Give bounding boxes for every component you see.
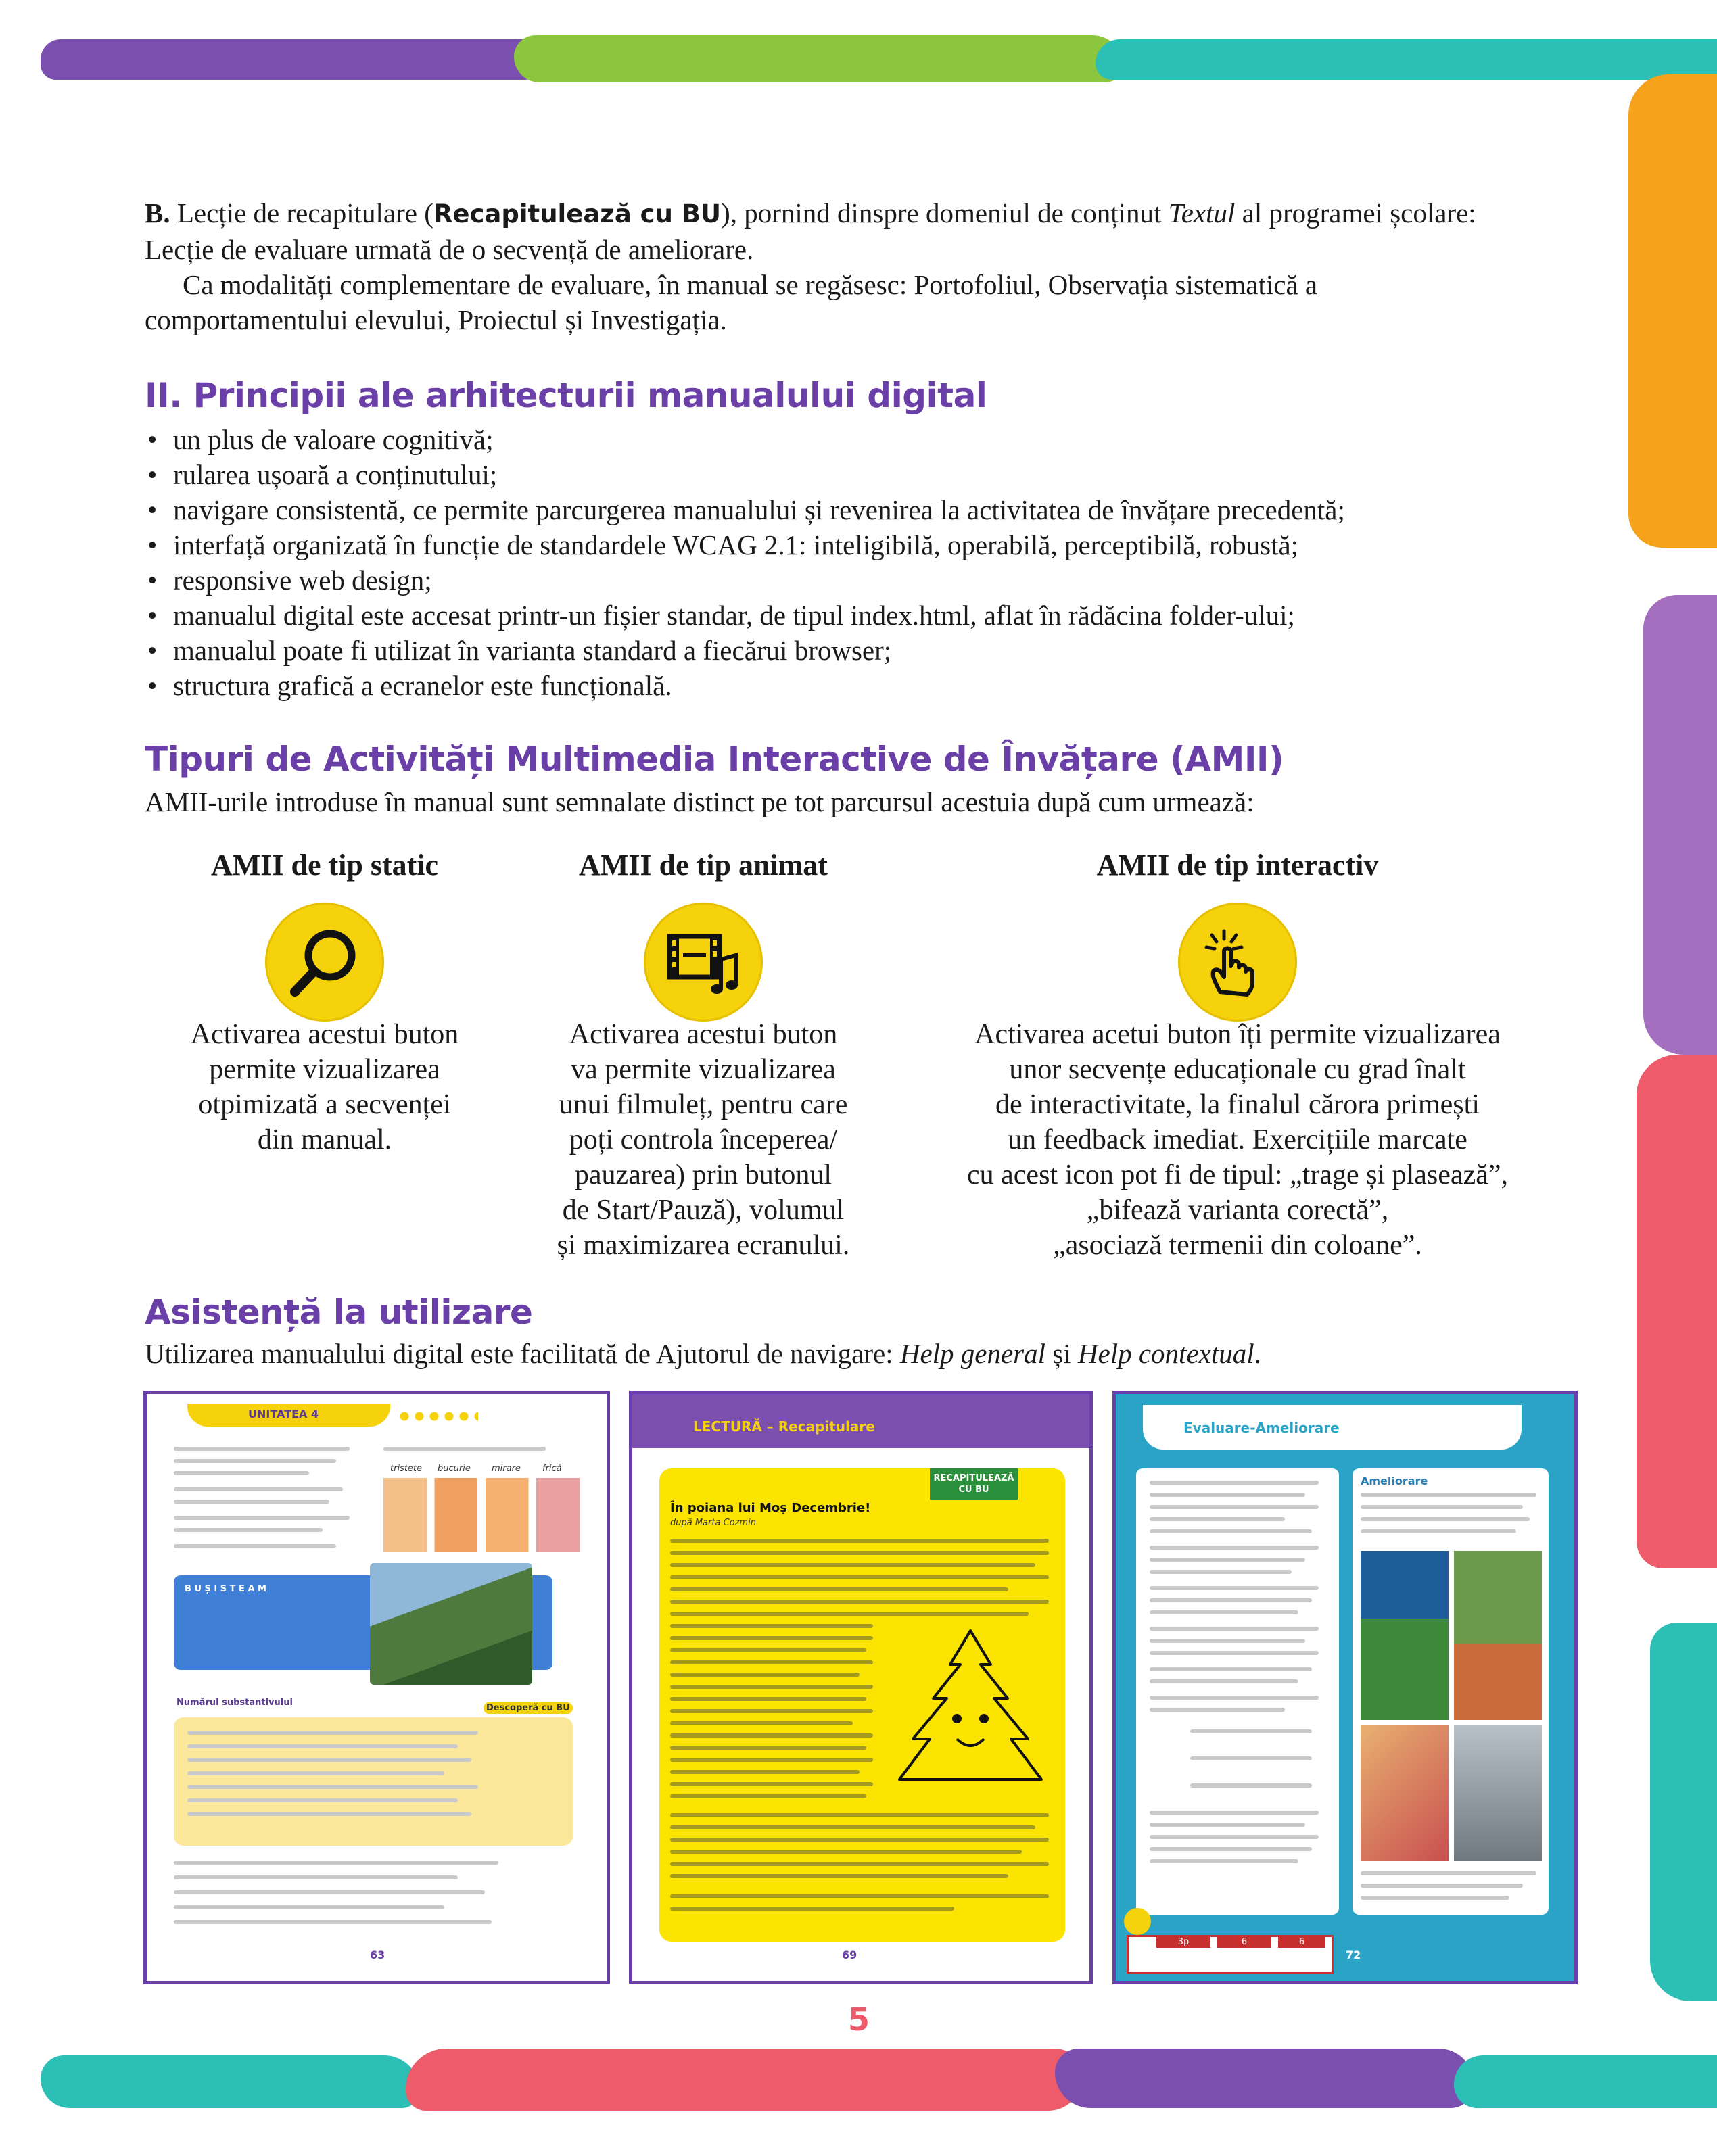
- section-b-line2: Lecție de evaluare urmată de o secvență de ameliorare.: [145, 234, 754, 265]
- desc-line: otpimizată a secvenței: [198, 1089, 451, 1120]
- principle-item: • structura grafică a ecranelor este funcțională.: [145, 668, 1632, 703]
- thumb1-section: Numărul substantivului: [177, 1698, 293, 1708]
- thumb1-caption-4: frică: [542, 1464, 562, 1474]
- principle-item: • rularea ușoară a conținutului;: [145, 457, 1632, 492]
- assistance-text-before: Utilizarea manualului digital este facilitată de Ajutorul de navigare:: [145, 1338, 900, 1369]
- desc-line: de interactivitate, la finalul cărora primești: [995, 1089, 1480, 1120]
- thumb1-steam-title: B U Ș I S T E A M: [185, 1584, 266, 1594]
- thumb1-caption-1: tristețe: [390, 1464, 423, 1474]
- thumb1-yellow-box: [174, 1717, 573, 1846]
- thumb3-photo-children: [1361, 1725, 1449, 1861]
- desc-line: pauzarea) prin butonul: [574, 1159, 832, 1191]
- desc-line: un feedback imediat. Exercițiile marcate: [1008, 1124, 1467, 1155]
- page-number: 5: [847, 2001, 870, 2038]
- amii-animated-desc: [500, 1017, 906, 1263]
- desc-line: „bifează varianta corectă”,: [1086, 1195, 1389, 1226]
- desc-line: va permite vizualizarea: [571, 1054, 836, 1085]
- thumb3-photo-soccer: [1361, 1551, 1449, 1720]
- tap-hand-icon: [1197, 921, 1278, 1003]
- principle-item: • navigare consistentă, ce permite parcurgerea manualului și revenirea la activitatea de învățare precedentă;: [145, 492, 1632, 527]
- desc-line: și maximizarea ecranului.: [557, 1230, 850, 1261]
- principle-item: • responsive web design;: [145, 562, 1632, 598]
- desc-line: Activarea acestui buton: [569, 1019, 838, 1050]
- thumb2-author: după Marta Cozmin: [670, 1518, 756, 1528]
- desc-line: din manual.: [257, 1124, 392, 1155]
- thumb3-photo-sad: [1454, 1725, 1542, 1861]
- amii-static-desc: [135, 1017, 514, 1157]
- top-purple-band: [41, 39, 555, 80]
- principles-heading: II. Principii ale arhitecturii manualului digital: [145, 376, 987, 415]
- section-b-para2-line1: Ca modalități complementare de evaluare, în manual se regăsesc: Portofoliul, Observația sistematică a: [183, 269, 1318, 300]
- thumb1-kids-image: [383, 1478, 580, 1552]
- section-b-domain: Textul: [1168, 197, 1236, 229]
- amii-static-button[interactable]: [265, 903, 384, 1022]
- thumbnail-lectura[interactable]: [629, 1391, 1093, 1984]
- thumb3-header: Evaluare-Ameliorare: [1183, 1420, 1340, 1436]
- principles-list: [145, 422, 1632, 703]
- thumb2-page: 69: [842, 1948, 857, 1961]
- thumb1-dots: [397, 1410, 478, 1422]
- amii-animated-button[interactable]: [644, 903, 763, 1022]
- section-b-para2-line2: comportamentului elevului, Proiectul și Investigația.: [145, 304, 727, 335]
- thumb1-landscape-image: [370, 1563, 532, 1685]
- desc-line: poți controla începerea/: [569, 1124, 838, 1155]
- assistance-heading: Asistență la utilizare: [145, 1293, 533, 1332]
- principle-item: • interfață organizată în funcție de standardele WCAG 2.1: inteligibilă, operabilă, perceptibilă, robustă;: [145, 527, 1632, 562]
- bottom-purple-band: [1055, 2049, 1474, 2108]
- bottom-pink-band: [406, 2049, 1082, 2111]
- thumb3-score-1: 3p: [1156, 1936, 1210, 1948]
- amii-interactive-title: AMII de tip interactiv: [1096, 848, 1379, 882]
- right-purple-band: [1643, 595, 1717, 1055]
- amii-animated-title: AMII de tip animat: [579, 848, 828, 882]
- tree-drawing-icon: [889, 1624, 1052, 1800]
- amii-heading: Tipuri de Activități Multimedia Interactive de Învățare (AMII): [145, 740, 1284, 779]
- desc-line: permite vizualizarea: [209, 1054, 440, 1085]
- thumb1-side-label: Descoperă cu BU: [484, 1702, 573, 1714]
- help-contextual-link[interactable]: Help contextual: [1077, 1338, 1254, 1369]
- desc-line: „asociază termenii din coloane”.: [1053, 1230, 1422, 1261]
- thumb1-page: 63: [370, 1948, 385, 1961]
- section-b-text-middle: ), pornind dinspre domeniul de conținut: [721, 197, 1169, 229]
- section-b-paragraph: [145, 195, 1605, 337]
- assistance-text: [145, 1336, 1261, 1371]
- thumb3-magnifier-badge[interactable]: [1124, 1908, 1151, 1935]
- section-b-text-after: al programei școlare:: [1235, 197, 1476, 229]
- desc-line: Activarea acetui buton îți permite vizualizarea: [974, 1019, 1501, 1050]
- desc-line: cu acest icon pot fi de tipul: „trage și plasează”,: [967, 1159, 1508, 1191]
- principle-item: • manualul digital este accesat printr-un fișier standar, de tipul index.html, aflat în rădăcina folder-ului;: [145, 598, 1632, 633]
- amii-static-title: AMII de tip static: [210, 848, 439, 882]
- right-pink-band: [1637, 1055, 1717, 1568]
- thumb2-badge: RECAPITULEAZĂ CU BU: [930, 1468, 1018, 1500]
- top-teal-band: [1096, 39, 1704, 80]
- bottom-teal-band: [41, 2055, 419, 2108]
- section-b-label: B.: [145, 197, 170, 229]
- help-general-link[interactable]: Help general: [899, 1338, 1046, 1369]
- thumb1-caption-3: mirare: [492, 1464, 521, 1474]
- principle-item: • manualul poate fi utilizat în varianta standard a fiecărui browser;: [145, 633, 1632, 668]
- thumbnail-unit-4[interactable]: [143, 1391, 610, 1984]
- thumb1-header: UNITATEA 4: [248, 1408, 319, 1420]
- desc-line: Activarea acestui buton: [190, 1019, 459, 1050]
- thumb2-header: LECTURĂ – Recapitulare: [693, 1418, 875, 1435]
- magnifier-icon: [284, 921, 365, 1003]
- right-teal-band-2: [1650, 1623, 1717, 2001]
- thumb3-page: 72: [1346, 1948, 1361, 1961]
- assistance-end: .: [1254, 1338, 1261, 1369]
- assistance-and: și: [1045, 1338, 1078, 1369]
- film-music-icon: [663, 921, 744, 1003]
- section-b-text-before: Lecție de recapitulare (: [170, 197, 433, 229]
- recapituleaza-badge: Recapitulează cu BU: [433, 199, 722, 229]
- desc-line: unui filmuleț, pentru care: [559, 1089, 848, 1120]
- thumbnail-evaluare[interactable]: [1112, 1391, 1578, 1984]
- principle-item: • un plus de valoare cognitivă;: [145, 422, 1632, 457]
- thumb3-photo-tennis: [1454, 1551, 1542, 1720]
- desc-line: unor secvențe educaționale cu grad înalt: [1009, 1054, 1466, 1085]
- top-green-band: [514, 35, 1123, 82]
- amii-interactive-button[interactable]: [1178, 903, 1297, 1022]
- amii-intro: AMII-urile introduse în manual sunt semnalate distinct pe tot parcursul acestuia după cum urmează:: [145, 786, 1254, 817]
- thumb1-caption-2: bucurie: [438, 1464, 471, 1474]
- thumb3-score-2: 6: [1217, 1936, 1271, 1948]
- thumb2-title: În poiana lui Moș Decembrie!: [670, 1501, 871, 1515]
- amii-interactive-desc: [906, 1017, 1569, 1263]
- desc-line: de Start/Pauză), volumul: [562, 1195, 845, 1226]
- thumb3-score-3: 6: [1278, 1936, 1325, 1948]
- bottom-teal-band-2: [1454, 2055, 1717, 2108]
- thumb3-side-title: Ameliorare: [1361, 1475, 1428, 1487]
- right-orange-band: [1628, 74, 1717, 548]
